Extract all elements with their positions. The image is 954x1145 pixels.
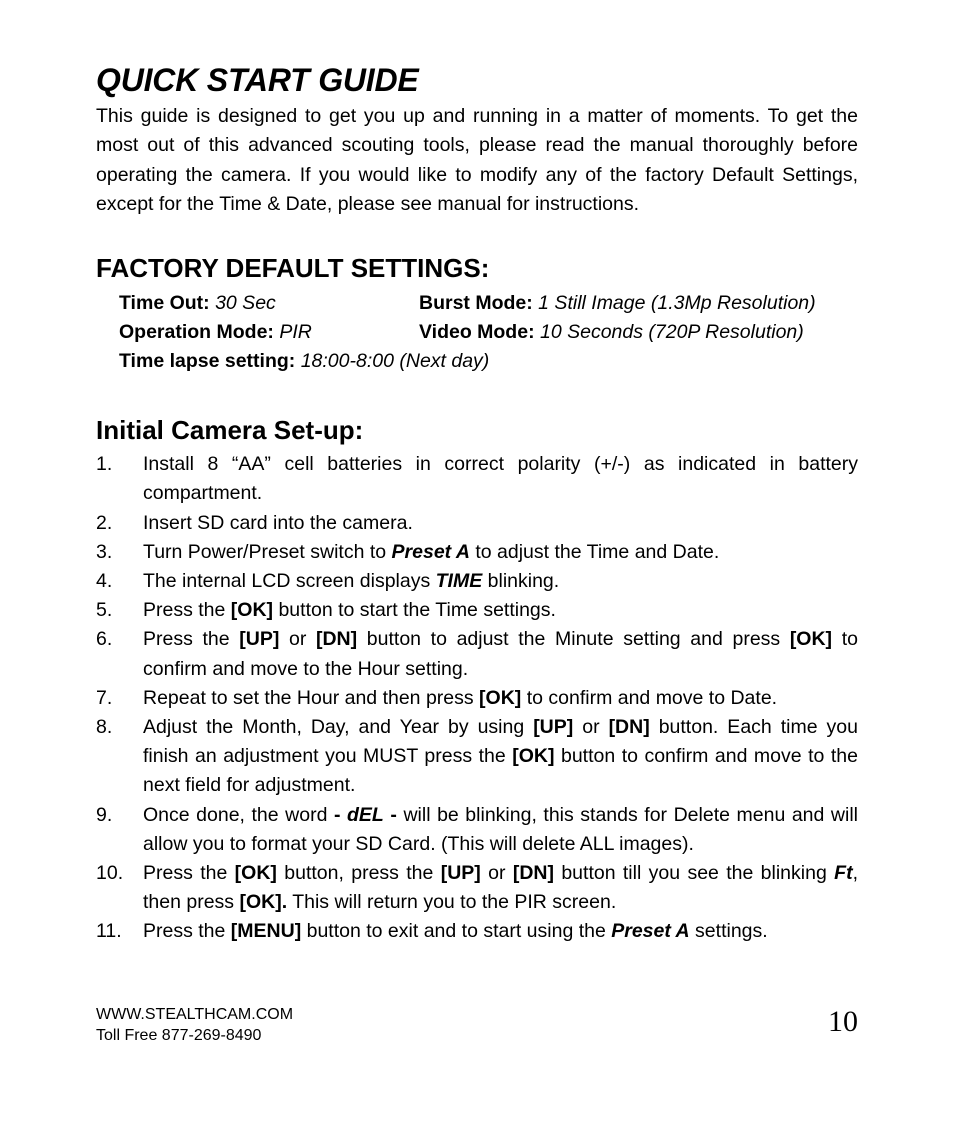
step-text [143,567,858,596]
step-emphasis: [MENU] [230,920,302,943]
footer [96,1004,293,1046]
step-number: 10. [96,862,124,885]
time-lapse-label: Time lapse setting: [119,350,296,373]
step-text [143,859,858,917]
step-text-segment: Press the [143,599,231,622]
setup-step [96,917,858,946]
page-number: 10 [828,1005,858,1038]
step-emphasis: Ft [834,862,853,885]
step-emphasis: [OK] [512,745,555,768]
step-number: 2. [96,511,113,534]
step-number: 5. [96,599,113,622]
setup-step [96,596,858,625]
step-text [143,509,858,538]
setup-steps-list [96,450,858,946]
step-emphasis: [OK]. [239,891,288,914]
step-text-segment: , then press [143,862,858,914]
step-emphasis: TIME [435,570,483,592]
time-out-value: 30 Sec [215,292,276,315]
setup-step [96,450,858,508]
step-text-segment: button. Each time you finish an adjustment you MUST press the [143,716,858,768]
step-text-segment: Press the [143,920,231,943]
step-text-segment: Once done, the word [143,803,334,826]
step-text-segment: will be blinking, this stands for Delete menu and will allow you to format your SD Card. (This will delete ALL images). [143,803,858,855]
step-text-segment: or [480,862,513,885]
step-emphasis: [OK] [479,686,522,709]
step-emphasis: [DN] [512,862,554,885]
step-text [143,684,858,713]
initial-setup-heading: Initial Camera Set-up: [96,415,364,446]
step-text [143,596,858,625]
toll-free-text: Toll Free 877-269-8490 [96,1027,262,1044]
step-number: 6. [96,628,113,651]
step-number: 11. [96,920,122,943]
settings-row [119,289,858,318]
setup-step [96,509,858,538]
burst-mode-setting [419,289,816,318]
step-number: 7. [96,686,113,709]
step-text-segment: Insert SD card into the camera. [143,511,413,534]
step-emphasis: - [383,803,397,826]
step-text-segment: Install 8 “AA” cell batteries in correct polarity (+/-) as indicated in battery compartment. [143,453,858,505]
setup-step [96,684,858,713]
time-out-setting [119,289,419,318]
step-emphasis: Preset A [611,920,690,943]
step-emphasis: [UP] [533,716,574,739]
operation-mode-value: PIR [279,321,312,344]
step-number: 4. [96,570,113,592]
settings-row [119,318,858,347]
step-text [143,625,858,683]
step-text [143,538,858,567]
step-emphasis: [OK] [234,862,277,885]
factory-settings-heading: FACTORY DEFAULT SETTINGS: [96,253,490,284]
step-text-segment: This will return you to the PIR screen. [287,891,617,914]
step-text [143,713,858,801]
step-text-segment: button till you see the blinking [553,862,835,885]
step-text-segment: Press the [143,862,235,885]
step-text-segment: or [279,628,316,651]
step-text-segment: button to adjust the Minute setting and press [357,628,790,651]
operation-mode-label: Operation Mode: [119,321,274,344]
time-out-label: Time Out: [119,292,210,315]
video-mode-setting [419,318,804,347]
step-emphasis: [DN] [608,716,650,739]
time-lapse-value: 18:00-8:00 (Next day) [300,350,490,373]
step-text [143,450,858,508]
step-emphasis: Preset A [391,540,470,563]
setup-step [96,567,858,596]
step-emphasis: [UP] [239,628,280,651]
step-text-segment: Press the [143,628,240,651]
step-text-segment: button, press the [276,862,441,885]
step-number: 9. [96,803,113,826]
burst-mode-value: 1 Still Image (1.3Mp Resolution) [538,292,816,315]
setup-step [96,625,858,683]
setup-step [96,801,858,859]
step-emphasis: - [333,803,348,826]
step-text-segment: Turn Power/Preset switch to [143,540,392,563]
step-emphasis: [UP] [440,862,481,885]
setup-step [96,538,858,567]
settings-row [119,347,858,376]
factory-settings-list [119,289,858,376]
step-number: 8. [96,716,113,739]
step-text-segment: blinking. [482,570,560,592]
step-number: 1. [96,453,113,476]
step-text-segment: settings. [689,920,768,943]
setup-step [96,713,858,801]
step-number: 3. [96,540,113,563]
step-text [143,801,858,859]
page-content [96,58,858,947]
step-text [143,917,858,946]
step-text-segment: to confirm and move to the Hour setting. [143,628,858,680]
video-mode-value: 10 Seconds (720P Resolution) [539,321,804,344]
step-emphasis: [DN] [315,628,358,651]
step-text-segment: or [573,716,609,739]
setup-step [96,859,858,917]
operation-mode-setting [119,318,419,347]
step-text-segment: to adjust the Time and Date. [469,540,720,563]
intro-paragraph: This guide is designed to get you up and running in a matter of moments. To get the most out of this advanced scouting tools, please read the manual thoroughly before operating the camera. If you would like to modify any of the factory Default Settings, except for the Time & Date, please see manual for instructions. [96,105,858,215]
video-mode-label: Video Mode: [419,321,535,344]
step-emphasis: dEL [347,803,384,826]
step-text-segment: Adjust the Month, Day, and Year by using [143,716,534,739]
step-emphasis: [OK] [789,628,833,651]
step-text-segment: button to start the Time settings. [273,599,556,622]
step-emphasis: [OK] [230,599,274,622]
step-text-segment: Repeat to set the Hour and then press [143,686,480,709]
step-text-segment: button to confirm and move to the next field for adjustment. [143,745,858,797]
step-text-segment: button to exit and to start using the [301,920,612,943]
page-title: QUICK START GUIDE [96,62,419,98]
time-lapse-setting [119,347,489,376]
step-text-segment: The internal LCD screen displays [143,570,436,592]
step-text-segment: to confirm and move to Date. [521,686,778,709]
burst-mode-label: Burst Mode: [419,292,533,315]
website-text: WWW.STEALTHCAM.COM [96,1006,294,1023]
